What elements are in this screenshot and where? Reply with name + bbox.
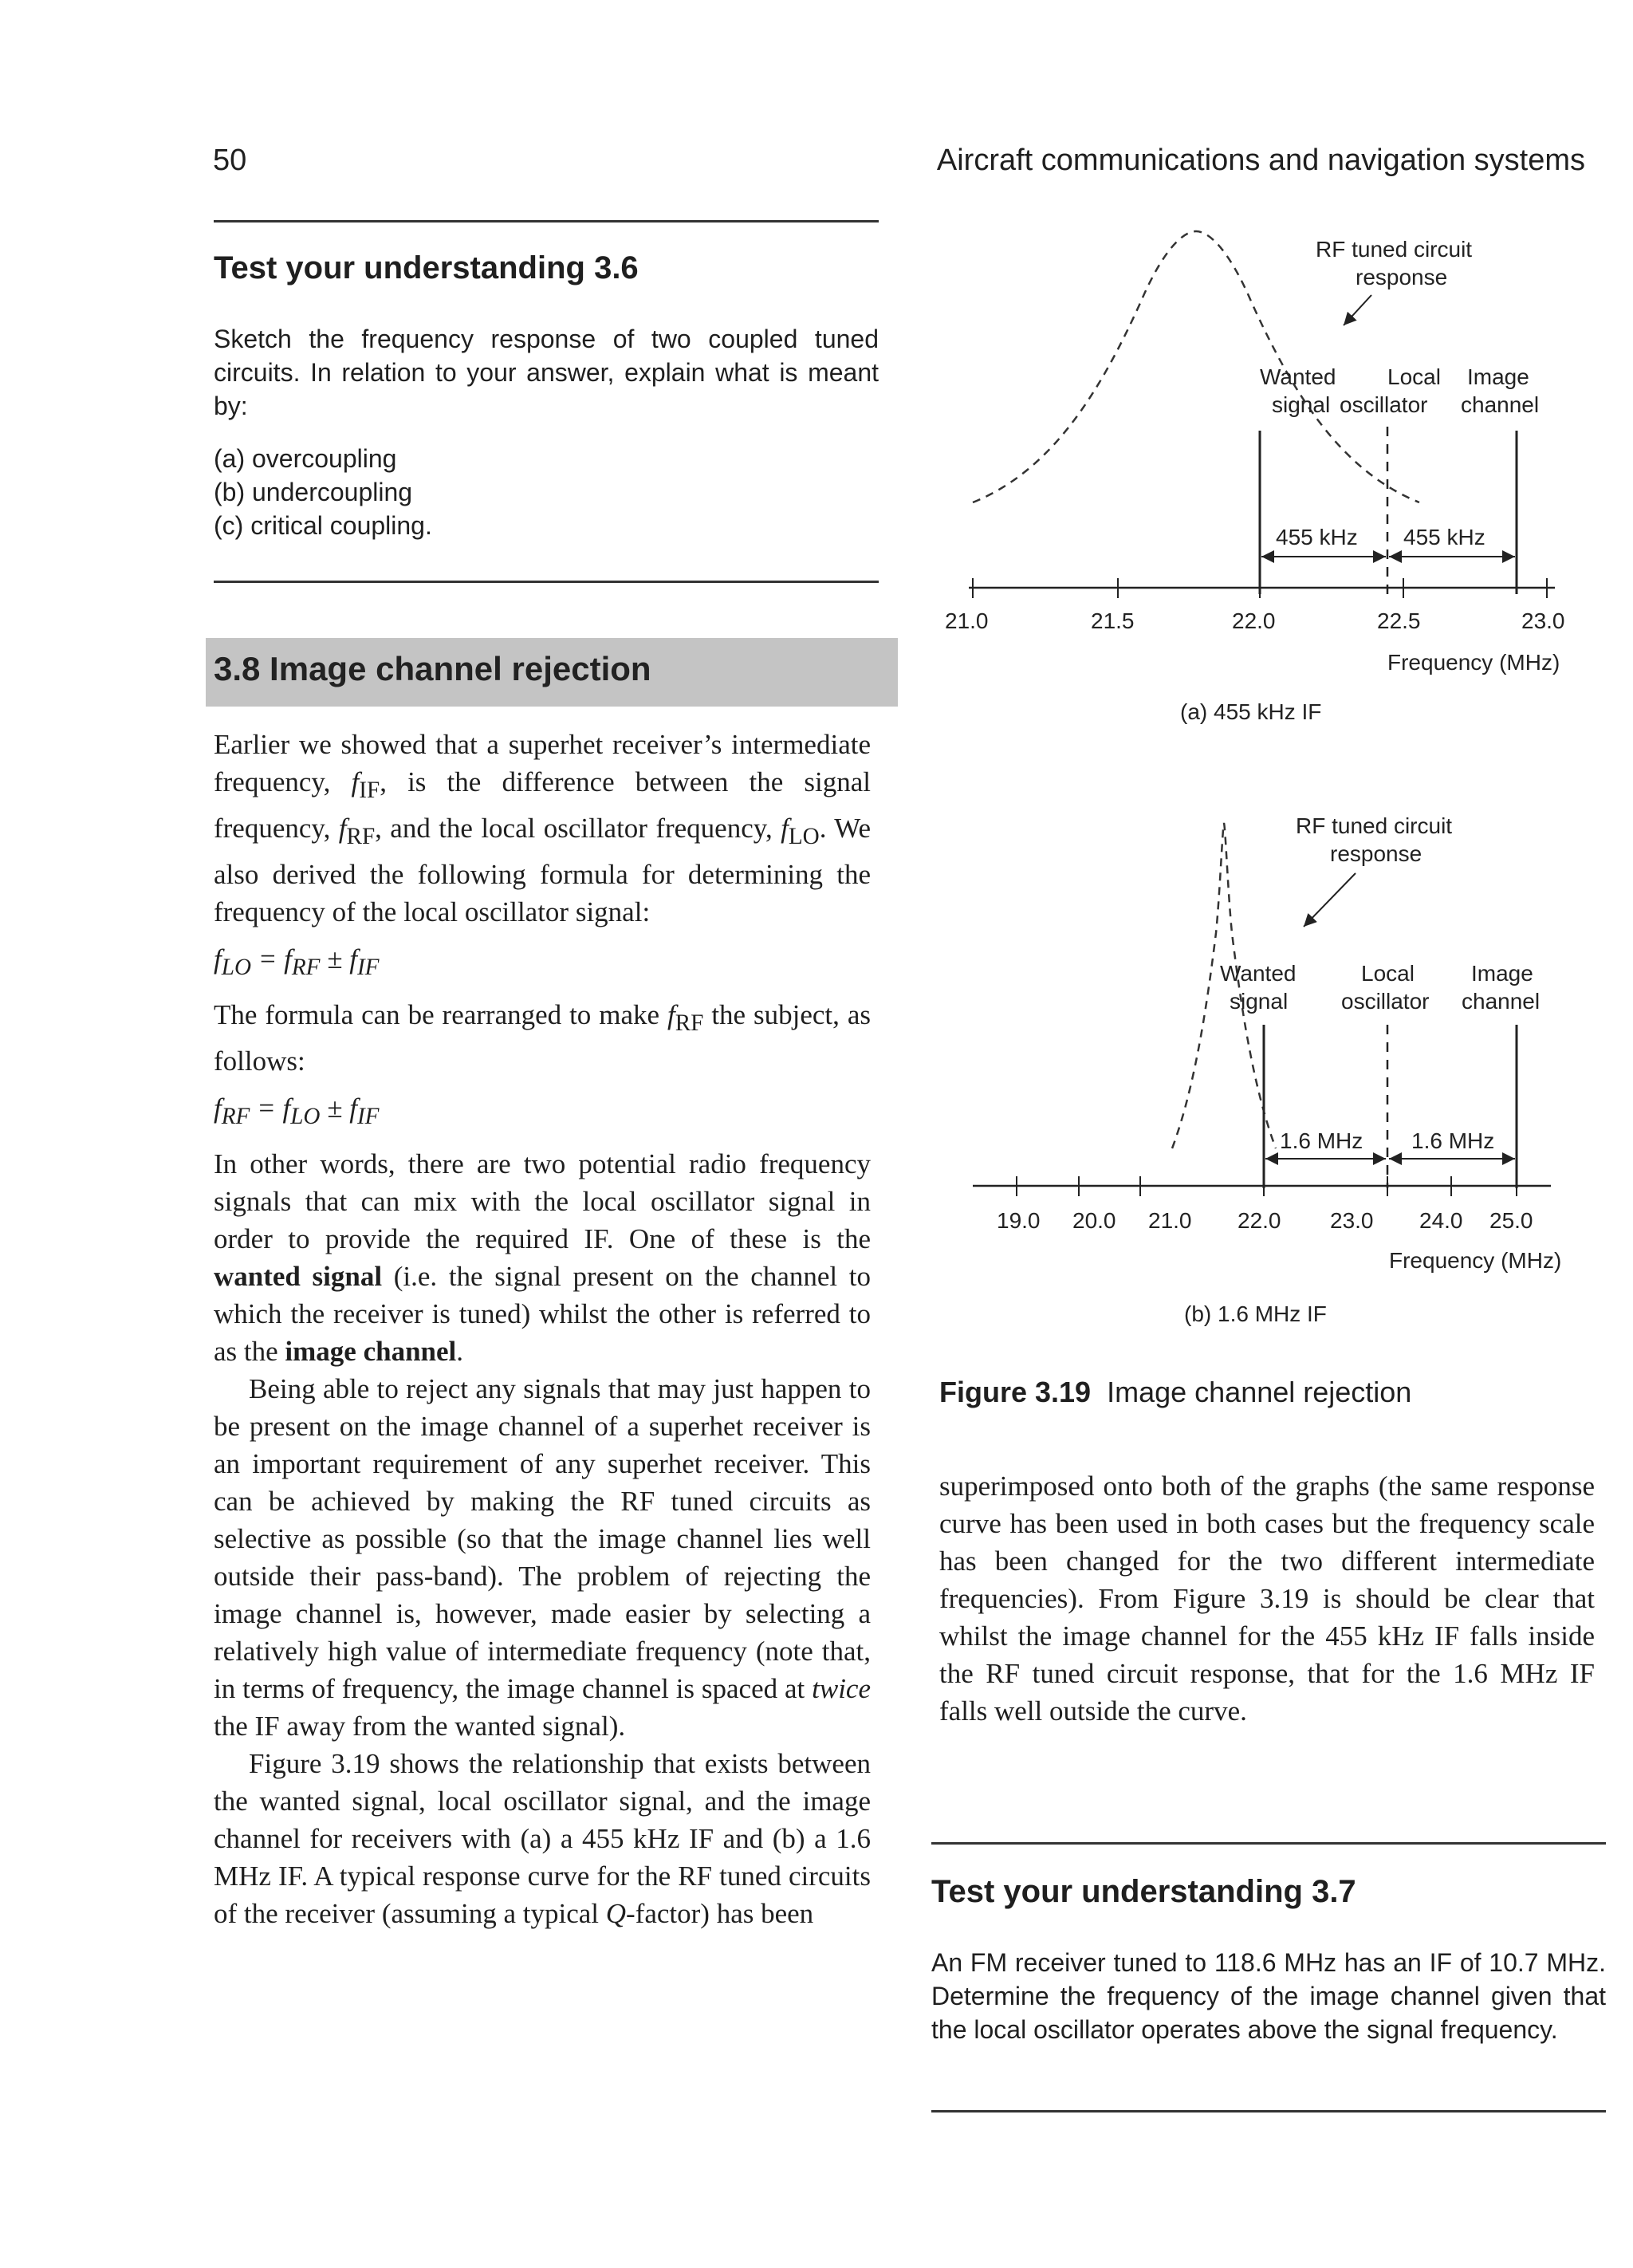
list-item: (c) critical coupling. [214, 511, 432, 540]
list-item: (b) undercoupling [214, 478, 413, 506]
bottom-rule [931, 2110, 1606, 2112]
paragraph: In other words, there are two potential radio frequency signals that can mix with the local oscillator signal in order to provide the required IF. One of these is the wanted signal (i.e. the signal present on the channel to which the receiver is tuned) whilst the other is referred to as the image channel. [214, 1148, 871, 1367]
spacing-label-1: 1.6 MHz [1280, 1128, 1363, 1153]
tick-label: 24.0 [1419, 1208, 1463, 1233]
rf-response-curve [1172, 823, 1276, 1148]
local-label-1: Local [1387, 364, 1441, 389]
tyu-title: Test your understanding 3.7 [931, 1874, 1356, 1909]
local-label-2: oscillator [1340, 392, 1428, 417]
tick-label: 25.0 [1489, 1208, 1533, 1233]
figure-caption [939, 1376, 1411, 1409]
tick-label: 20.0 [1072, 1208, 1116, 1233]
formula-frf: $f_{RF} = f_{LO} \pm f_{IF}$ [214, 1093, 380, 1129]
section-heading-bar [206, 638, 898, 707]
tick-label: 21.0 [1148, 1208, 1192, 1233]
tick-label: 21.5 [1091, 608, 1135, 633]
local-label-1: Local [1361, 961, 1415, 986]
tyu-box-3-6 [214, 220, 879, 584]
top-rule [214, 220, 879, 222]
image-label-1: Image [1471, 961, 1533, 986]
curve-pointer-arrow [1344, 295, 1371, 325]
tick-label: 22.0 [1238, 1208, 1281, 1233]
tick-label: 22.0 [1232, 608, 1276, 633]
curve-label-1: RF tuned circuit [1296, 813, 1453, 838]
local-label-2: oscillator [1341, 989, 1430, 1014]
tyu-box-3-7 [931, 1842, 1606, 2113]
formula-flo: $f_{LO} = f_{RF} \pm f_{IF}$ [214, 943, 380, 980]
subfigure-caption: (b) 1.6 MHz IF [1184, 1301, 1327, 1326]
top-rule [931, 1842, 1606, 1845]
tick-label: 22.5 [1377, 608, 1421, 633]
curve-label-2: response [1356, 265, 1448, 289]
spacing-label-1: 455 kHz [1276, 525, 1358, 549]
curve-label-1: RF tuned circuit [1316, 237, 1473, 262]
axis-label: Frequency (MHz) [1387, 650, 1560, 675]
tyu-text: An FM receiver tuned to 118.6 MHz has an IF of 10.7 MHz. Determine the frequency of the image channel given that the local oscillator operates above the signal frequency. [931, 1948, 1606, 2044]
section-heading: 3.8 Image channel rejection [214, 650, 651, 687]
image-label-2: channel [1461, 392, 1540, 417]
spacing-label-2: 1.6 MHz [1411, 1128, 1495, 1153]
paragraph: superimposed onto both of the graphs (the same response curve has been used in both cases but the frequency scale has been changed for the two different intermediate frequencies). From Figure 3.19 is should be clear that whilst the image channel for the 455 kHz IF falls inside the RF tuned circuit response, that for the 1.6 MHz IF falls well outside the curve. [939, 1471, 1595, 1727]
running-title: Aircraft communications and navigation systems [936, 144, 1585, 177]
curve-pointer-arrow [1304, 873, 1356, 927]
image-label-2: channel [1462, 989, 1541, 1014]
wanted-label-1: Wanted [1260, 364, 1336, 389]
axis-label: Frequency (MHz) [1389, 1248, 1562, 1273]
tyu-list [214, 442, 432, 542]
wanted-label-1: Wanted [1220, 961, 1297, 986]
wanted-label-2: signal [1230, 989, 1289, 1014]
subfigure-caption: (a) 455 kHz IF [1180, 699, 1322, 724]
right-body-column [939, 1467, 1595, 1730]
wanted-label-2: signal [1272, 392, 1331, 417]
tick-label: 19.0 [997, 1208, 1041, 1233]
tick-label: 21.0 [945, 608, 989, 633]
rf-response-curve [973, 231, 1419, 502]
tyu-title: Test your understanding 3.6 [214, 250, 639, 285]
paragraph: Figure 3.19 shows the relationship that exists between the wanted signal, local oscillator signal, and the image channel for receivers with (a) a 455 kHz IF and (b) a 1.6 MHz IF. A typical response curve for the RF tuned circuits of the receiver (assuming a typical Q-factor) has been [214, 1748, 871, 1929]
list-item: (a) overcoupling [214, 444, 397, 473]
figure-caption-label: Figure 3.19 [939, 1376, 1092, 1408]
tick-label: 23.0 [1330, 1208, 1374, 1233]
graph-b [973, 813, 1561, 1326]
figure-caption-text: Image channel rejection [1107, 1376, 1412, 1408]
left-body-column [214, 726, 871, 1932]
graph-a [945, 231, 1565, 724]
tick-label: 23.0 [1521, 608, 1565, 633]
curve-label-2: response [1330, 841, 1422, 866]
image-label-1: Image [1467, 364, 1529, 389]
tyu-text: Sketch the frequency response of two coupled tuned circuits. In relation to your answer, explain what is meant by: [214, 325, 879, 420]
bottom-rule [214, 581, 879, 583]
spacing-label-2: 455 kHz [1403, 525, 1485, 549]
paragraph: The formula can be rearranged to make $f_{RF}$ the subject, as follows: [214, 999, 871, 1077]
page-number: 50 [213, 144, 247, 177]
figure-3-19 [909, 199, 1627, 1364]
paragraph: Being able to reject any signals that may just happen to be present on the image channel of a superhet receiver is an important requirement of any superhet receiver. This can be achieved by making the RF tuned circuits as selective as possible (so that the image channel lies well outside their pass-band). The problem of rejecting the image channel is, however, made easier by selecting a relatively high value of intermediate frequency (note that, in terms of frequency, the image channel is spaced at twice the IF away from the wanted signal). [214, 1373, 871, 1742]
paragraph: Earlier we showed that a superhet receiver’s intermediate frequency, $f_{IF}$, is the difference between the signal frequency, $f_{RF}$, and the local oscillator frequency, $f_{LO}$. We also derived the following formula for determining the frequency of the local oscillator signal: [214, 729, 871, 927]
